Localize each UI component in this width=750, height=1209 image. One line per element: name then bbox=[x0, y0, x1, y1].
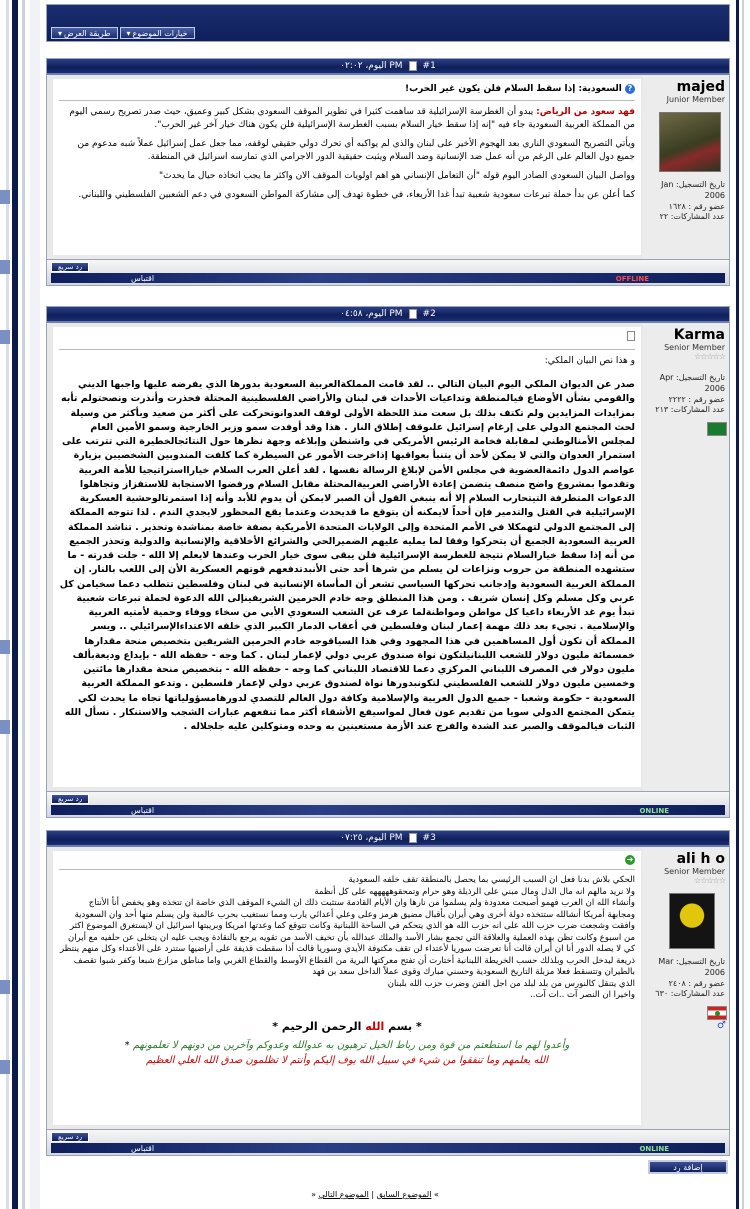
lebanon-flag-icon bbox=[707, 1006, 727, 1020]
post-footer bbox=[47, 791, 729, 817]
status-badge: OFFLINE bbox=[615, 275, 649, 283]
left-tick bbox=[0, 190, 10, 204]
status-badge: ONLINE bbox=[639, 1145, 669, 1153]
post-line: واخيرا ان النصر آت ..ات آت.. bbox=[530, 990, 635, 1001]
post-count: عدد المشاركات: ٢٢ bbox=[659, 212, 725, 222]
post-header bbox=[47, 59, 729, 75]
post-paragraph: صدر عن الديوان الملكي اليوم البيان التالي .. لقد قامت المملكةالعربية السعودية بدورها الذي يفرضه عليها واجبها الديني والقومي بشأن الأوضاع فيالمنطقة وتداعيات الأحداث في لبنان والأراضي الفلسطينية المحتلة فحذرت وأنذرت ونصحتولم تأبه بمزايدات المزايدين ولم تكتف بذلك بل سعت منذ اللحظة الأولى لوقف العدوانوتحركت على أكثر من صعيد وبأكثر من وسيلة لحث المجتمع الدولي على إرغام إسرائيل علىوقف إطلاق النار . هذا وقد أوفدت سمو وزير الخارجية وسمو الأمين العام لمجلس الأمنالوطني لمقابلة فخامة الرئيس الأمريكي في واشنطن وإبلاغه وجهة نظرها حول النتائجالخطيرة التي تترتب على استمرار العدوان والتي لا يمكن لأحد أن يتنبأ بعواقبها إذاخرجت الأمور عن السيطرة كما كلفت المندوبين الشخصيين بزيارة عواصم الدول دائمةالعضوية في مجلس الأمن لإبلاغ الرسالة نفسها . لقد أعلن العرب السلام خيارااستراتيجيا للأمة العربية وتقدموا بمشروع واضح منصف يتضمن إعادة الأراضي العربيةالمحتلة مقابل السلام ورفضوا الاستجابة للاستفزاز وتجاهلوا الدعوات المتطرفة التيتحارب السلام إلا أنه ينبغي القول أن الصبر لايمكن أن يدوم للأبد وأنه إذا استمرتالوحشية العسكرية الإسرائيلية في القتل والتدمير فإن أحداً لايمكنه أن يتوقع ما قديحدث وعندما يقع المحظور لايجدي الندم . لذا تتوجه المملكة إلى المجتمع الدولي لتهمكلا في الأمم المتحدة وإلى الولايات المتحدة الأمريكية بصفة خاصة بمناشدة وتحذير . تناشد المملكة العربية السعودية الجميع أن يتحركوا وفقا لما يمليه عليهم الضميرالحي والشرائع الأخلاقية والإنسانية والدولية وتحذر الجميع من أنه إذا سقط خيارالسلام نتيجة للغطرسة الإسرائيلية فلن يبقى سوى خيار الحرب وعندها لايعلم إلا الله - جلت قدرته - ما ستشهده المنطقة من حروب ونزاعات لن يسلم من شرها أحد حتى الأنبدتدفعهم قوتهم العسكرية الأن إلى اللعب بالنار. إن المملكة العربية السعودية وإدجانب تحركها السياسي تشعر أن المأساة الإنسانية في لبنان وفلسطين تتطلب دعما سخيامن كل عربي وكل مسلم وكل إنسان شريف . ومن هذا المنطلق وجه خادم الحرمين الشريفينإلى الله الدعوة لحملة تبرعات شعبية تبدأ يوم غد الأربعاء داعيا كل مواطن ومواطنةلما عرف عن الشعب السعودي الأبي من سخاء ووفاء وحمية لأمتيه العربية والإسلامية . تجيء بعد ذلك مهمة إعمار لبنان وفلسطين في أعقاب الدمار الكبير الذي خلفه الاعتداءالإسرائيلي .. ويسر المملكة أن تكون أول المساهمين في هذا المجهود وفي هذا السياقوجه خادم الحرمين الشريفين بتخصيص منحة مقدارها خمسمائة مليون دولار للشعب اللبنانيلتكون نواة صندوق عربي دولي لإعمار لبنان . كما وجه - حفظه الله - بإيداع وديعةبألف مليون دولار في المصرف اللبناني المركزي دعما للاقتصاد اللبناني كما وجه - حفظه الله - بتخصيص منحة مقدارها مائتين وخمسين مليون دولار للشعب الفلسطيني لتكونبدورها نواة لصندوق عربي دولي لإعمار فلسطين . وتدعو المملكة العربية السعودية - حكومة وشعبا - جميع الدول العربية والإسلامية وكافة دول العالم للتصدي لدورهامسؤولياتها تجاه ما يحدث لكي يتمكن المجتمع الدولي سويا من تقديم عون فعال لمواسيفع الأشقاء أكثر مما تنفعهم عبارات الشجب والاستنكار . نسأل الله الثبات فيالموقف والصبر عند الشدة والفرج عند الأزمة مستعينين به وحده ومتوكلين عليه جلجلاله . bbox=[59, 379, 635, 733]
avatar bbox=[659, 112, 721, 172]
quote-button[interactable]: اقتباس bbox=[131, 1143, 155, 1153]
user-title: Junior Member bbox=[666, 95, 725, 104]
post-title: ? السعودية: إذا سقط السلام فلن يكون غير الحرب! bbox=[59, 83, 635, 96]
post-footer bbox=[47, 259, 729, 285]
thread-toolbar bbox=[46, 4, 730, 42]
post-date: اليوم، ٠٤:٥٨ PM bbox=[340, 309, 403, 319]
username[interactable]: Karma bbox=[673, 327, 725, 343]
post-3 bbox=[46, 830, 730, 1156]
post-count: عدد المشاركات: ٢١٣ bbox=[655, 405, 725, 415]
rank-stars-icon: ☆☆☆☆☆ bbox=[694, 876, 725, 885]
rank-stars-icon: ☆☆☆☆☆ bbox=[694, 352, 725, 361]
quick-reply-button[interactable]: رد سريع bbox=[51, 262, 89, 272]
post-date: اليوم، ٠٧:٢٥ PM bbox=[340, 833, 403, 843]
join-date: تاريخ التسجيل: Mar 2006 bbox=[658, 957, 725, 977]
footer-strip bbox=[51, 1143, 725, 1153]
post-1 bbox=[46, 58, 730, 286]
quran-verse: وأعدوا لهم ما استطعتم من قوة ومن رباط الخيل ترهبون به عدوالله وعدوكم وآخرين من دونهم لا تعلمونهم * الله يعلمهم وما تنفقوا من شيء في سبيل الله يوف إليكم وأنتم لا تظلمون صدق الله العلي العظيم bbox=[124, 1040, 570, 1067]
member-number: عضو رقم : ٢٢٢٢ bbox=[668, 394, 725, 404]
post-paragraph: يبدو أن الغطرسة الإسرائيلية قد ساهمت كثيرا في تطوير الموقف السعودي بشكل كبير وعميق، حيث صدر تصريح رسمي اليوم من المملكة العربية السعودية جاء فيه "إنه إذا سقط خيار السلام بسبب الغطرسة الإسرائيلية فلن يكون هناك خيار آخر غير الحرب". bbox=[69, 107, 635, 131]
next-thread-link[interactable]: الموضوع التالي bbox=[318, 1190, 369, 1199]
post-content bbox=[53, 327, 641, 787]
post-header bbox=[47, 307, 729, 323]
document-icon bbox=[627, 331, 635, 341]
post-header bbox=[47, 831, 729, 847]
post-paragraph: كما أعلن عن بدأ حملة تبرعات سعودية شعبية تبدأ غدا الأربعاء، في خطوة تهدف إلى مشاركة المواطن السعودي في دعم الشعبين الفلسطيني واللبناني. bbox=[78, 190, 635, 201]
arrow-right-icon: ➜ bbox=[626, 855, 634, 864]
post-paragraph: وواصل البيان السعودي الصادر اليوم قوله "أن التعامل الإنساني هو اهم اولويات الموقف الان واكثر ما يجب اتخاذه حيال ما يحدث" bbox=[158, 171, 635, 182]
post-footer bbox=[47, 1129, 729, 1155]
quote-button[interactable]: اقتباس bbox=[131, 273, 155, 283]
user-title: Senior Member bbox=[664, 867, 725, 876]
add-reply-button[interactable]: إضافة رد bbox=[648, 1160, 728, 1174]
footer-strip bbox=[51, 805, 725, 815]
post-line: ولا نريد مالهم انه مال الذل ومال مبني على الرذيلة وهو حرام وتمحقوهههههه على كل أنظمة bbox=[314, 886, 635, 897]
username[interactable]: ali h o bbox=[676, 851, 725, 867]
post-number[interactable]: #1 bbox=[422, 61, 436, 71]
post-icon bbox=[409, 61, 417, 71]
post-date: اليوم، ٠٢:٠٢ PM bbox=[340, 61, 403, 71]
member-number: عضو رقم : ٢٤٠٨ bbox=[668, 978, 725, 988]
post-number[interactable]: #2 bbox=[422, 309, 436, 319]
left-tick bbox=[0, 720, 10, 734]
post-intro-text: و هذا نص البيان الملكي: bbox=[544, 356, 635, 367]
user-info bbox=[643, 323, 729, 791]
left-decor-bar bbox=[0, 0, 44, 1209]
post-line: الذي يتنقل كالنورس من بلد لبلد من اجل الفتن وضرب حزب الله بلبنان bbox=[387, 978, 635, 989]
join-date: تاريخ التسجيل: Jan 2006 bbox=[661, 180, 725, 200]
male-icon: ♂ bbox=[717, 1020, 726, 1032]
avatar bbox=[669, 893, 715, 949]
post-icon bbox=[409, 833, 417, 843]
post-icon-row bbox=[59, 855, 635, 866]
lead-name: فهد سعود من الرياض: bbox=[536, 107, 635, 118]
thread-navigation: » الموضوع السابق | الموضوع التالي « bbox=[311, 1190, 439, 1199]
thread-tools-label: خيارات الموضوع bbox=[132, 28, 188, 38]
post-line: وأنشاء الله ان العرب فهمو أصبحت معدودة ولم يسلموا من نارها وان الأيام القادمة ستثبت ذلك ان الشيء الموقف الذي خاضة ان تتخذه وهو يخفض أنأ الأنتاج ومجابهة أمريكا أنشالله ستتخذه دولة أخرى وهي أيران بأقبال مضيق هرمز وعلى وعلي أعدائي يارب ومما نستغيب بحرب عالمية ولن يسلم منها أحد وان السعودية وافقت وشجعت ضرب حزب الله على انه حزب الله هو الذي يتحكم في الساحة اللبنانية وكانت تتوقع كما وعدتها امريكا وبريبتها اسرائيل ان لايستغرق الموضوع اكثر من اسبوع وكانت تظن بهذه العملية والعلاقة التي تجمع بشار الأسد والملك عبدالله بأن تخيف الأسد من تقويه يرجع بالنقادة ويجب عليه ان يتخلى عن حلفيه مع أيران كي لا يصله الدور أنا ان أيران قالت أنا تعرضت سوريا لأعتداء لن تقف مكتوفة الأيدي وسوريا قالت أذا سقطت قذيفة على أراضيها ستترد على الأعتداء وكل منهم ينتظر ذريعة ليدخل الحرب وبلذلك حسب الخريطة اللبنانية أختارت أن تفتح معركتها البرية من القطاع الأوسط والقطاع الغربي واما مناطق مزارع شبعا وكفر شبوا تقصف بالطيران وتتسقط فعلا مزبلة التاريخ السعودية وحسني مبارك وقوى عملاً الداخل سعد بن فهد bbox=[59, 898, 635, 978]
quote-button[interactable]: اقتباس bbox=[131, 805, 155, 815]
quick-reply-button[interactable]: رد سريع bbox=[51, 794, 89, 804]
post-content bbox=[53, 851, 641, 1125]
left-tick bbox=[0, 980, 10, 994]
post-paragraph: ويأتي التصريح السعودي الناري بعد الهجوم الأخير على لبنان والذي لم يواكبه أي تحرك دولي حقيقي لوقفه، مما جعل عمل إسرائيل عملاً شبه مدعوم من جميع دول العالم على الرغم من أنه عمل ضد الإنسانية وضد السلام ويثبت حقيقية الدور الاجرامي الذي تمارسه اسرائيل في المنطقة. bbox=[77, 139, 635, 163]
left-tick bbox=[0, 330, 10, 344]
username[interactable]: majed bbox=[676, 79, 725, 95]
user-info bbox=[643, 847, 729, 1129]
chevron-down-icon: ▾ bbox=[126, 28, 131, 38]
display-mode-label: طريقة العرض bbox=[64, 28, 111, 38]
post-2 bbox=[46, 306, 730, 818]
user-info bbox=[643, 75, 729, 259]
thread-tools-menu[interactable] bbox=[120, 27, 195, 39]
post-icon bbox=[409, 309, 417, 319]
post-content bbox=[53, 79, 641, 255]
post-intro bbox=[59, 331, 635, 346]
display-mode-menu[interactable] bbox=[51, 27, 118, 39]
post-number[interactable]: #3 bbox=[422, 833, 436, 843]
post-line: الحكي بلاش بدنا فعل ان السبب الرئيسي بما يحصل بالمنطقة تقف خلفه السعودية bbox=[348, 875, 635, 886]
join-date: تاريخ التسجيل: Apr 2006 bbox=[659, 373, 725, 393]
left-tick bbox=[0, 1060, 10, 1074]
left-tick bbox=[0, 640, 10, 654]
status-badge: ONLINE bbox=[639, 807, 669, 815]
question-icon: ? bbox=[625, 84, 635, 94]
post-count: عدد المشاركات: ٦٣٠ bbox=[655, 989, 725, 999]
right-decor-bar bbox=[728, 0, 750, 1209]
user-title: Senior Member bbox=[664, 343, 725, 352]
quick-reply-button[interactable]: رد سريع bbox=[51, 1132, 89, 1142]
basmala: * بسم الله الرحمن الرحيم * bbox=[272, 1019, 422, 1033]
chevron-down-icon: ▾ bbox=[58, 28, 63, 38]
prev-thread-link[interactable]: الموضوع السابق bbox=[376, 1190, 432, 1199]
member-number: عضو رقم : ١٦٢٨ bbox=[668, 201, 725, 211]
saudi-flag-icon bbox=[707, 422, 727, 436]
left-tick bbox=[0, 260, 10, 274]
